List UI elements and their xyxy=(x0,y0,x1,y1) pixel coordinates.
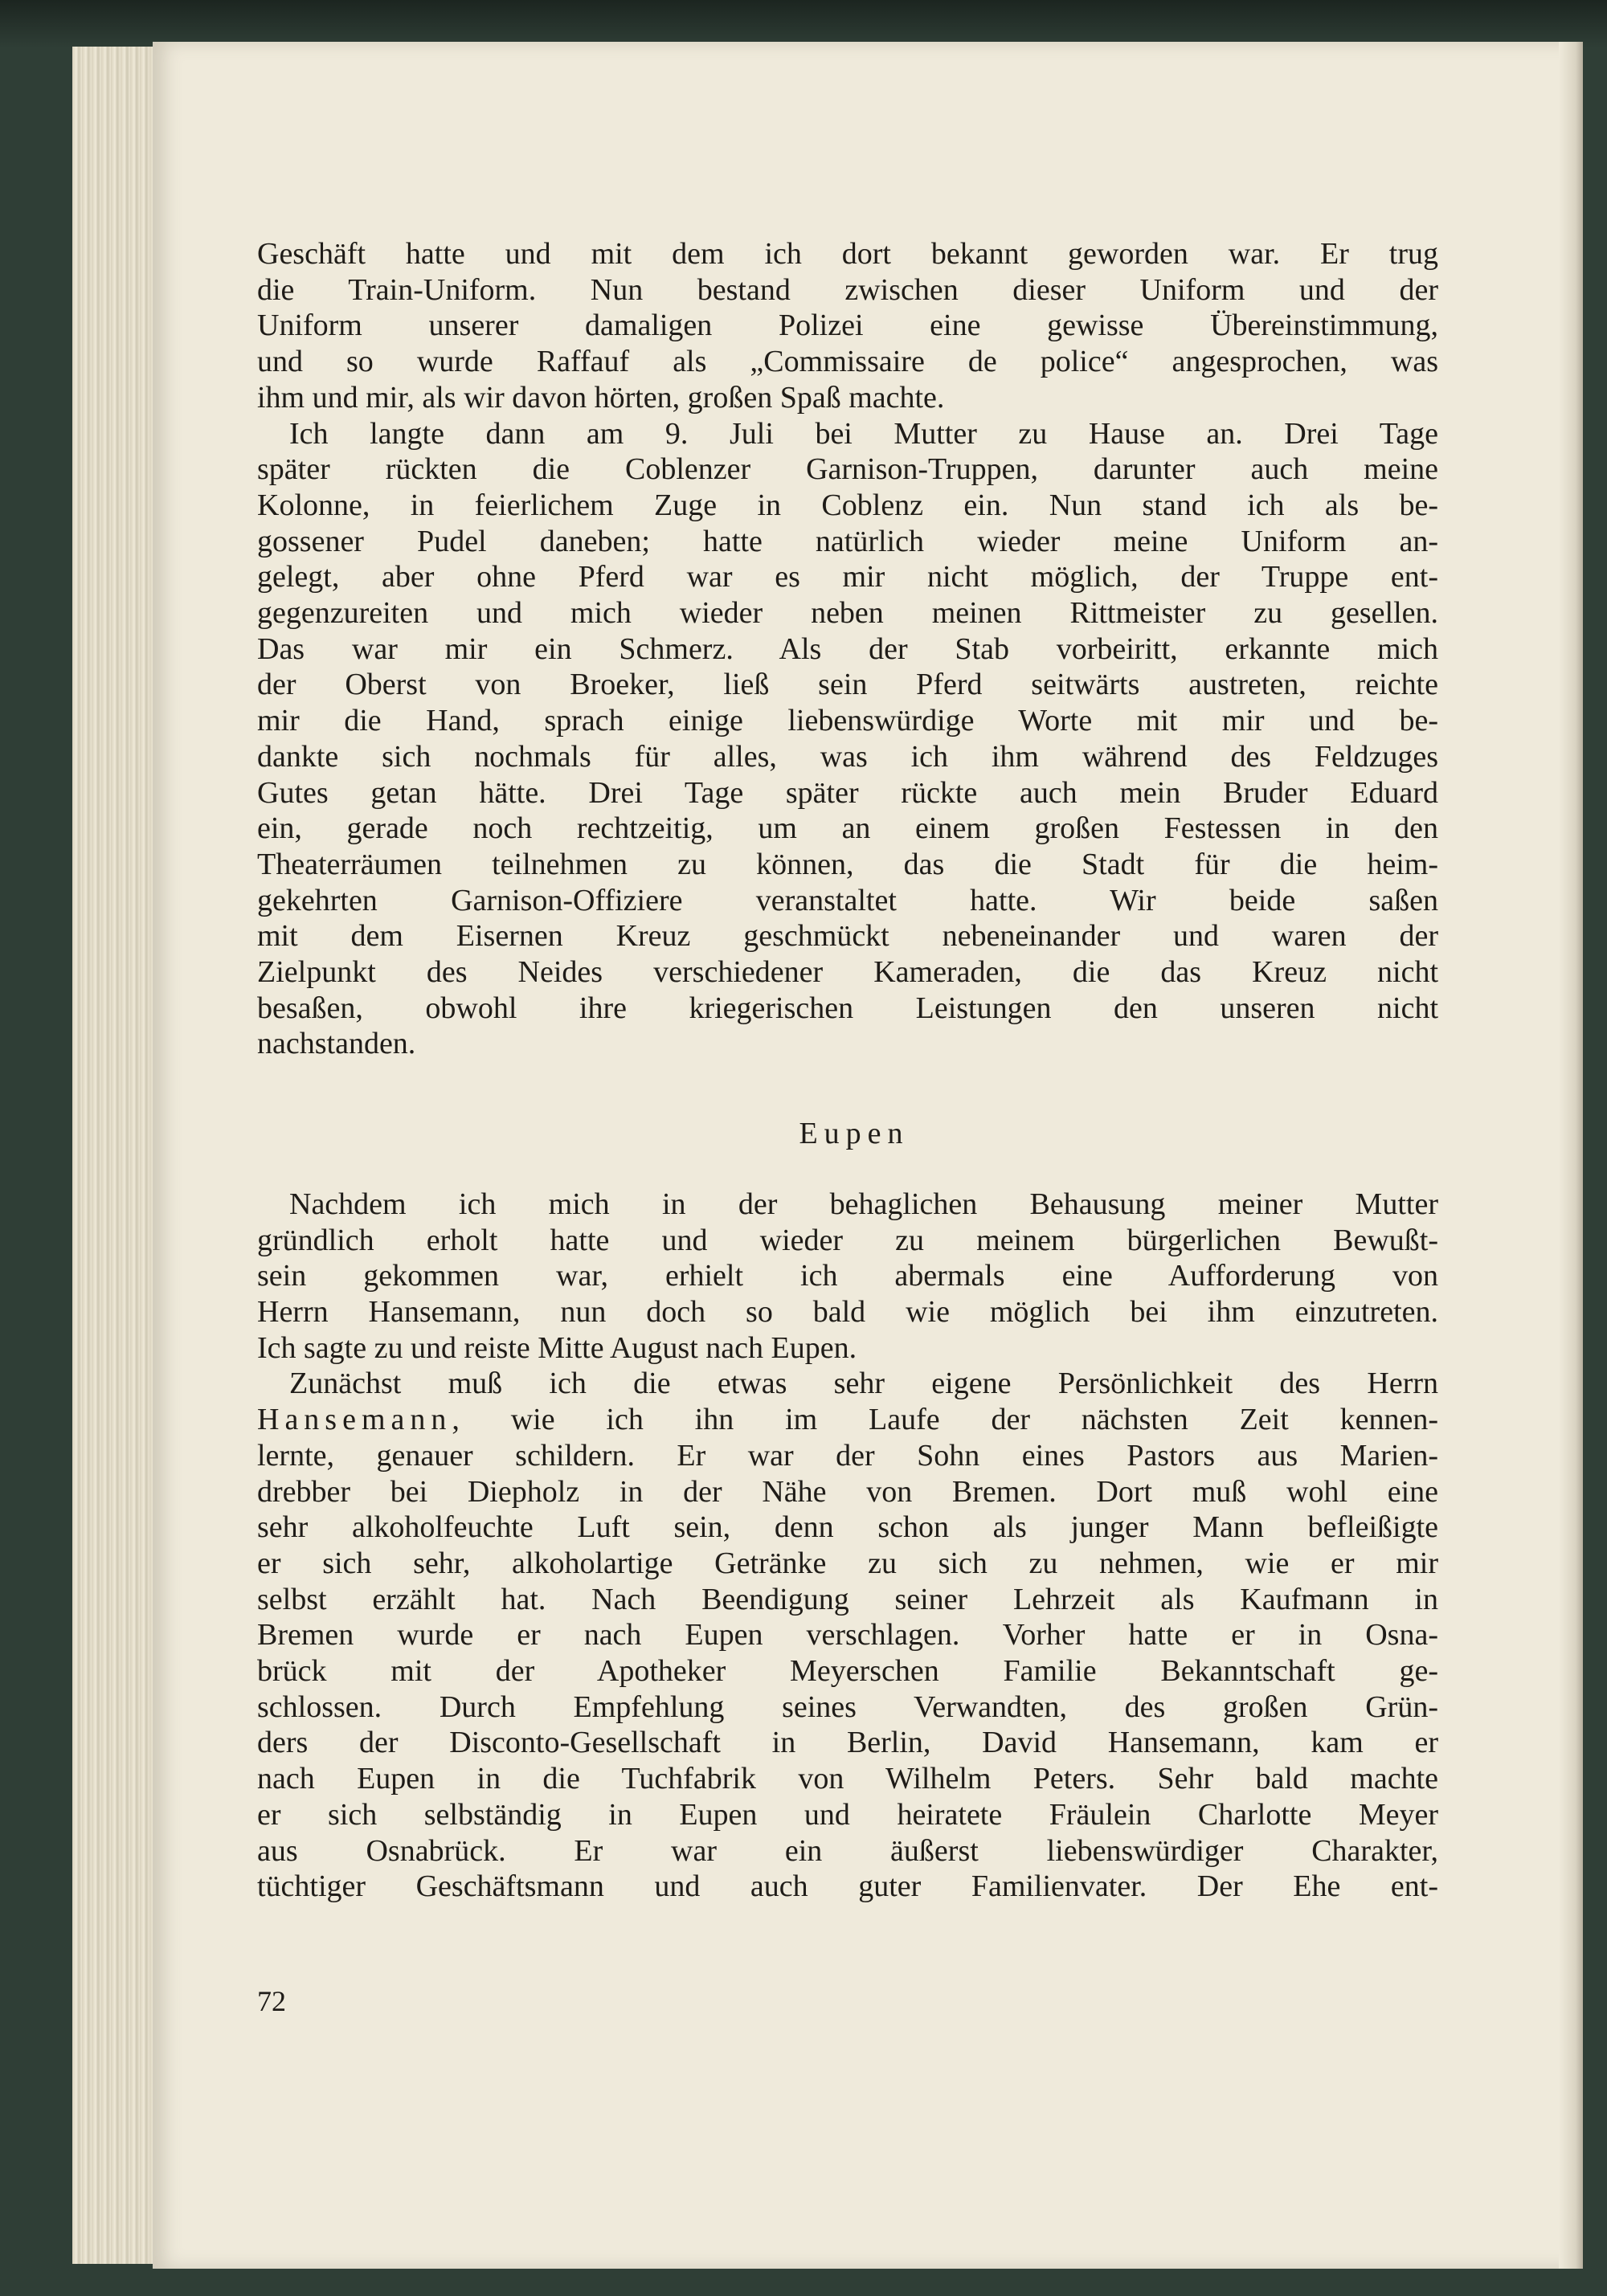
section-heading: Eupen xyxy=(799,1117,910,1151)
paragraph-2 xyxy=(257,416,1438,1063)
text-line: Uniform unserer damaligen Polizei eine gewisse Übereinstimmung, xyxy=(257,308,1438,343)
text-line: Zunächst muß ich die etwas sehr eigene Persönlichkeit des Herrn xyxy=(289,1367,1438,1401)
text-line: Ich sagte zu und reiste Mitte August nach Eupen. xyxy=(257,1330,857,1365)
text-line: Bremen wurde er nach Eupen verschlagen. Vorher hatte er in Osna- xyxy=(257,1618,1438,1653)
text-line: Theaterräumen teilnehmen zu können, das die Stadt für die heim- xyxy=(257,847,1438,881)
text-line: Gutes getan hätte. Drei Tage später rückte auch mein Bruder Eduard xyxy=(257,775,1438,810)
text-line: drebber bei Diepholz in der Nähe von Bremen. Dort muß wohl eine xyxy=(257,1474,1438,1509)
text-line: mir die Hand, sprach einige liebenswürdige Worte mit mir und be- xyxy=(257,704,1438,738)
text-line: und so wurde Raffauf als „Commissaire de police“ angesprochen, was xyxy=(257,345,1438,379)
text-line: selbst erzählt hat. Nach Beendigung seiner Lehrzeit als Kaufmann in xyxy=(257,1582,1438,1616)
text-line: der Oberst von Broeker, ließ sein Pferd seitwärts austreten, reichte xyxy=(257,668,1438,702)
page-text xyxy=(257,236,1438,1905)
text-line: Zielpunkt des Neides verschiedener Kameraden, die das Kreuz nicht xyxy=(257,955,1438,990)
text-line: Das war mir ein Schmerz. Als der Stab vorbeiritt, erkannte mich xyxy=(257,631,1438,666)
text-line: Geschäft hatte und mit dem ich dort bekannt geworden war. Er trug xyxy=(257,237,1438,271)
paragraph-1 xyxy=(257,236,1438,416)
text-line: später rückten die Coblenzer Garnison-Truppen, darunter auch meine xyxy=(257,452,1438,487)
text-line: Nachdem ich mich in der behaglichen Behausung meiner Mutter xyxy=(289,1187,1438,1221)
text-line: schlossen. Durch Empfehlung seines Verwandten, des großen Grün- xyxy=(257,1689,1438,1724)
text-line: ihm und mir, als wir davon hörten, großen Spaß machte. xyxy=(257,380,945,415)
text-line: nach Eupen in die Tuchfabrik von Wilhelm Peters. Sehr bald machte xyxy=(257,1762,1438,1796)
text-line: dankte sich nochmals für alles, was ich ihm während des Feldzuges xyxy=(257,739,1438,774)
text-line: sehr alkoholfeuchte Luft sein, denn schon als junger Mann befleißigte xyxy=(257,1510,1438,1545)
text-line: ein, gerade noch rechtzeitig, um an einem großen Festessen in den xyxy=(257,811,1438,846)
paragraph-3 xyxy=(257,1187,1438,1367)
text-line: lernte, genauer schildern. Er war der Sohn eines Pastors aus Marien- xyxy=(257,1438,1438,1473)
book-cover-top xyxy=(0,0,1607,48)
text-line: Herrn Hansemann, nun doch so bald wie möglich bei ihm einzutreten. xyxy=(257,1294,1438,1329)
text-line: besaßen, obwohl ihre kriegerischen Leistungen den unseren nicht xyxy=(257,991,1438,1025)
page-fold-edge xyxy=(1559,42,1583,2269)
text-line: gelegt, aber ohne Pferd war es mir nicht möglich, der Truppe ent- xyxy=(257,560,1438,594)
text-line: gründlich erholt hatte und wieder zu meinem bürgerlichen Bewußt- xyxy=(257,1223,1438,1257)
spaced-name: Hansemann xyxy=(257,1403,452,1437)
text-line: gekehrten Garnison-Offiziere veranstaltet hatte. Wir beide saßen xyxy=(257,883,1438,917)
text-line: nachstanden. xyxy=(257,1027,416,1061)
text-line: die Train-Uniform. Nun bestand zwischen dieser Uniform und der xyxy=(257,272,1438,307)
text-line: aus Osnabrück. Er war ein äußerst liebenswürdiger Charakter, xyxy=(257,1833,1438,1868)
text-line: mit dem Eisernen Kreuz geschmückt nebeneinander und waren der xyxy=(257,919,1438,954)
text-line: ders der Disconto-Gesellschaft in Berlin, David Hansemann, kam er xyxy=(257,1726,1438,1760)
text-line: gegenzureiten und mich wieder neben meinen Rittmeister zu gesellen. xyxy=(257,596,1438,631)
paragraph-4 xyxy=(257,1366,1438,1905)
text-line: Ich langte dann am 9. Juli bei Mutter zu Hause an. Drei Tage xyxy=(289,416,1438,451)
text-line: sein gekommen war, erhielt ich abermals eine Aufforderung von xyxy=(257,1259,1438,1293)
text-line xyxy=(257,1402,1438,1438)
text-line: brück mit der Apotheker Meyerschen Familie Bekanntschaft ge- xyxy=(257,1654,1438,1689)
text-line: gossener Pudel daneben; hatte natürlich wieder meine Uniform an- xyxy=(257,524,1438,558)
text-line: er sich sehr, alkoholartige Getränke zu sich zu nehmen, wie er mir xyxy=(257,1546,1438,1580)
text-line: Kolonne, in feierlichem Zuge in Coblenz ein. Nun stand ich als be- xyxy=(257,488,1438,522)
text-fragment: , wie ich ihn im Laufe der nächsten Zeit kennen- xyxy=(452,1403,1438,1437)
page-number: 72 xyxy=(257,1985,286,2017)
text-line: tüchtiger Geschäftsmann und auch guter Familienvater. Der Ehe ent- xyxy=(257,1869,1438,1904)
text-line: er sich selbständig in Eupen und heiratete Fräulein Charlotte Meyer xyxy=(257,1797,1438,1832)
